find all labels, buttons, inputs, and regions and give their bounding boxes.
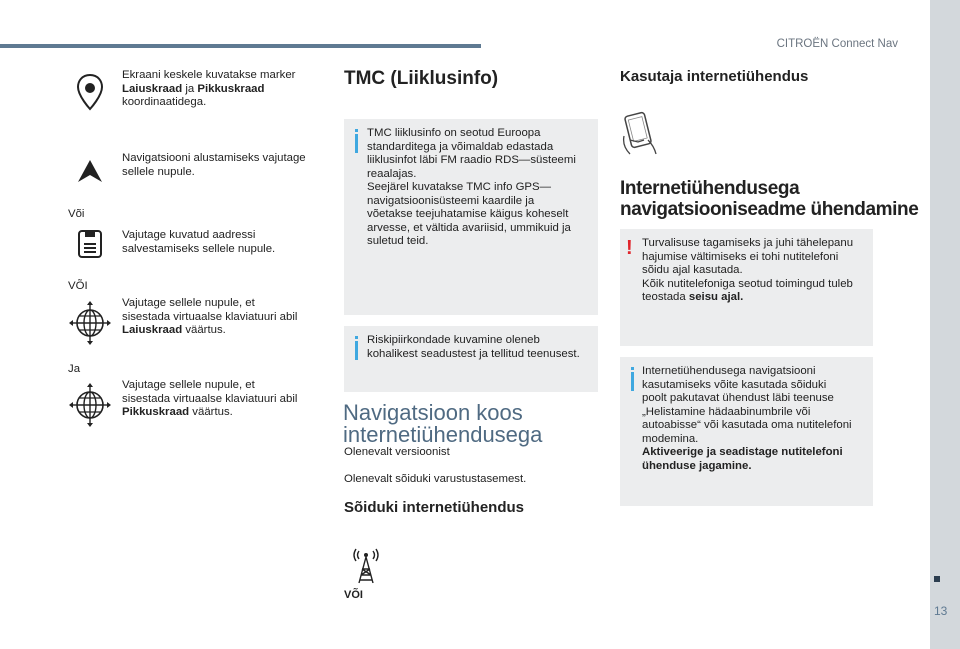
marker-text [122, 69, 295, 110]
text-line: standarditega ja võimaldab edastada [367, 140, 554, 153]
page-number: 13 [934, 604, 948, 618]
and-label: Ja [68, 363, 81, 375]
risk-info-box [344, 326, 598, 392]
text-line: reaalajas. [367, 167, 417, 180]
map-marker-icon [75, 73, 105, 113]
page-header-title: CITROËN Connect Nav [776, 38, 898, 50]
text-line: suletud teid. [367, 235, 429, 247]
equipment-note: Olenevalt sõiduki varustustasemest. [344, 473, 527, 485]
risk-info-text [367, 334, 580, 361]
user-connection-title: Kasutaja internetiühendus [620, 68, 809, 85]
vehicle-connection-title: Sõiduki internetiühendus [344, 499, 525, 516]
navigation-heading [343, 402, 542, 446]
or-label: VÕI [68, 280, 88, 292]
text-line: sisestada virtuaalse klaviatuuri abil [122, 392, 298, 405]
warning-box [620, 229, 873, 346]
text-line: võetakse teejuhatamise käigus koheselt [367, 208, 569, 220]
page-marker [934, 576, 940, 582]
text-line: modemina. [642, 432, 699, 445]
antenna-tower-icon [349, 545, 383, 585]
connection-info-box [620, 357, 873, 506]
text-line: Internetiühendusega navigatsiooni [642, 365, 816, 377]
text-line: sõidu ajal kasutada. [642, 264, 743, 276]
text-line: Laiuskraad väärtus. [122, 324, 226, 336]
side-tab [930, 0, 960, 649]
text-line: Riskipiirkondade kuvamine oleneb [367, 334, 540, 346]
hand-smartphone-icon [618, 110, 662, 160]
text-line: Vajutage kuvatud aadressi [122, 229, 256, 241]
text-line: autoabisse“ või kasutada oma nutitelefoni [642, 419, 852, 431]
text-line: Vajutage sellele nupule, et [122, 297, 255, 309]
connection-info-text [642, 365, 852, 473]
navigation-text [122, 152, 306, 179]
longitude-text [122, 379, 297, 420]
text-line: „Helistamine hädaabinumbrile või [642, 405, 811, 418]
text-line: salvestamiseks sellele nupule. [122, 242, 276, 255]
navigation-arrow-icon [76, 158, 104, 184]
text-line: arvesse, et vältida avariisid, ummikuid ja [367, 221, 571, 234]
text-line: sellele nupule. [122, 165, 195, 178]
text-line: Ekraani keskele kuvatakse marker [122, 69, 296, 81]
text-line: TMC liiklusinfo on seotud Euroopa [367, 127, 541, 139]
text-line: ühenduse jagamine. [642, 459, 752, 472]
navigation-heading-line: internetiühendusega [343, 422, 543, 447]
info-icon [631, 372, 634, 391]
text-line: kohalikest seadustest ja tellitud teenusest. [367, 347, 580, 360]
header-rule [0, 44, 481, 48]
version-note: Olenevalt versioonist [344, 446, 450, 458]
info-icon [355, 134, 358, 153]
text-line: Seejärel kuvatakse TMC info GPS— [367, 181, 552, 193]
text-line: sisestada virtuaalse klaviatuuri abil [122, 310, 298, 323]
text-line: Laiuskraad ja Pikkuskraad [122, 82, 265, 95]
text-line: poolt pakutavat ühendust läbi teenuse [642, 392, 834, 404]
save-icon [77, 229, 103, 259]
text-line: hajumise vältimiseks ei tohi nutitelefoni [642, 250, 839, 263]
or-label: Või [68, 208, 85, 220]
text-line: Turvalisuse tagamiseks ja juhi tähelepanu [642, 237, 854, 249]
latitude-text [122, 297, 297, 338]
connect-device-heading [620, 178, 918, 220]
or-label: VÕI [344, 589, 363, 601]
connect-heading-line: Internetiühendusega [620, 178, 800, 199]
tmc-title: TMC (Liiklusinfo) [344, 68, 499, 89]
text-line: liiklusinfot läbi FM raadio RDS—süsteemi [367, 154, 576, 166]
save-text [122, 229, 275, 256]
text-line: Vajutage sellele nupule, et [122, 379, 255, 391]
text-line: Navigatsiooni alustamiseks vajutage [122, 152, 306, 164]
text-line: Pikkuskraad väärtus. [122, 406, 233, 418]
connect-heading-line: navigatsiooniseadme ühendamine [620, 199, 919, 220]
tmc-info-box [344, 119, 598, 315]
warning-icon: ! [626, 237, 633, 259]
info-icon [355, 341, 358, 360]
text-line: koordinaatidega. [122, 96, 207, 108]
text-line: Kõik nutitelefoniga seotud toimingud tuleb [642, 277, 853, 290]
text-line: Aktiveerige ja seadistage nutitelefoni [642, 446, 843, 458]
text-line: teostada seisu ajal. [642, 291, 744, 303]
globe-arrows-icon [68, 382, 112, 428]
text-line: kasutamiseks võite kasutada sõiduki [642, 378, 827, 391]
tmc-info-text [367, 127, 576, 249]
globe-arrows-icon [68, 300, 112, 346]
text-line: navigatsioonisüsteemi kaardile ja [367, 194, 535, 207]
warning-text [642, 237, 853, 305]
navigation-heading-line: Navigatsioon koos [343, 400, 523, 425]
